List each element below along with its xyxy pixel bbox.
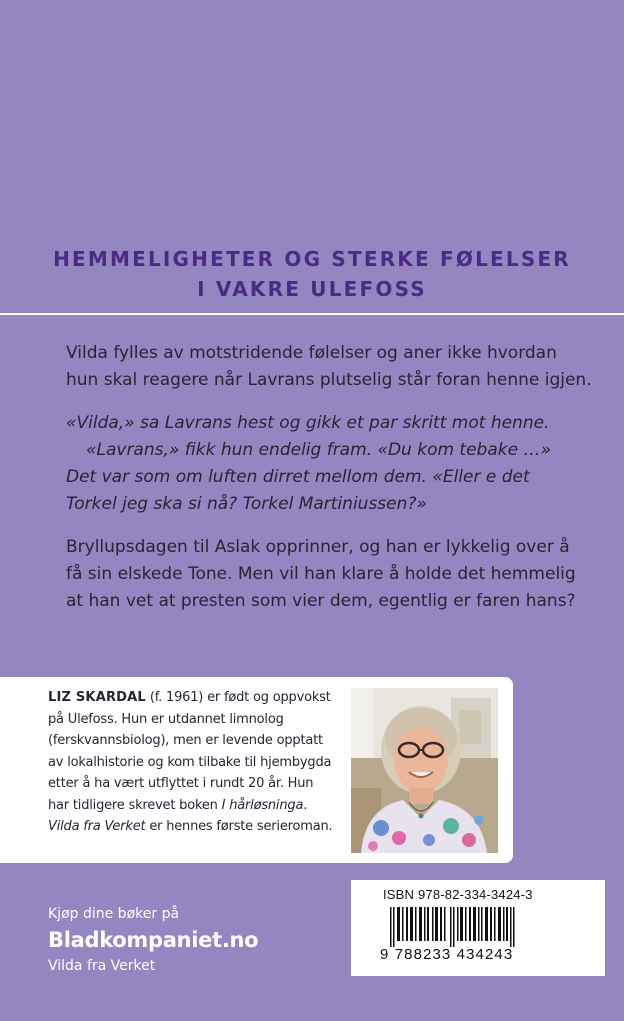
shop-tagline: Kjøp dine bøker på — [48, 906, 180, 922]
author-bio-text: etter å ha vært utflyttet i rundt 20 år. Hun — [48, 776, 314, 791]
blurb-p1-line: hun skal reagere når Lavrans plutselig står foran henne igjen. — [66, 370, 592, 390]
ean-digits: 9 788233 434243 — [380, 946, 514, 963]
tagline-line-1: HEMMELIGHETER OG STERKE FØLELSER — [53, 247, 571, 271]
author-bio-text: av lokalhistorie og kom tilbake til hjembygda — [48, 754, 332, 770]
blurb-p3-line: få sin elskede Tone. Men vil han klare å holde det hemmelig — [66, 564, 576, 584]
author-bio-text: (ferskvannsbiolog), men er levende opptatt — [48, 733, 323, 748]
blurb-p3-line: at han vet at presten som vier dem, egentlig er faren hans? — [66, 591, 576, 611]
blurb-quote — [66, 410, 566, 518]
divider-rule — [0, 313, 624, 315]
author-bio-text: har tidligere skrevet boken — [48, 797, 222, 813]
author-bio — [48, 687, 348, 838]
blurb-paragraph-3 — [66, 534, 576, 615]
series-name: Vilda fra Verket — [48, 958, 156, 974]
author-bio-text: på Ulefoss. Hun er utdannet limnolog — [48, 711, 284, 727]
author-bio-text: er hennes første serieroman. — [145, 819, 333, 834]
shop-website: Bladkompaniet.no — [48, 928, 259, 952]
blurb-p3-line: Bryllupsdagen til Aslak opprinner, og han er lykkelig over å — [66, 537, 570, 557]
author-photo — [351, 688, 498, 853]
author-bio-text: (f. 1961) er født og oppvokst — [145, 690, 331, 705]
author-name: LIZ SKARDAL — [48, 690, 146, 705]
blurb-paragraph-1 — [66, 340, 592, 394]
blurb-quote-line: Det var som om luften dirret mellom dem. «Eller e det — [66, 467, 530, 487]
blurb-p1-line: Vilda fylles av motstridende følelser og aner ikke hvordan — [66, 343, 557, 363]
blurb-quote-line: «Vilda,» sa Lavrans hest og gikk et par skritt mot henne. — [66, 413, 550, 433]
tagline — [0, 244, 624, 304]
shop-info — [48, 904, 258, 976]
series-title: Vilda fra Verket — [48, 819, 146, 834]
tagline-line-2: I VAKRE ULEFOSS — [197, 277, 427, 301]
barcode-bars — [380, 907, 536, 947]
previous-book-title: I hårløsninga — [221, 797, 304, 813]
blurb — [66, 340, 592, 631]
isbn-number: ISBN 978-82-334-3424-3 — [383, 887, 533, 902]
author-bio-text: . — [303, 797, 308, 813]
blurb-quote-line: «Lavrans,» fikk hun endelig fram. «Du kom tebake …» — [86, 440, 551, 460]
author-portrait-illustration — [351, 688, 498, 853]
blurb-quote-line: Torkel jeg ska si nå? Torkel Martiniussen?» — [66, 494, 427, 514]
